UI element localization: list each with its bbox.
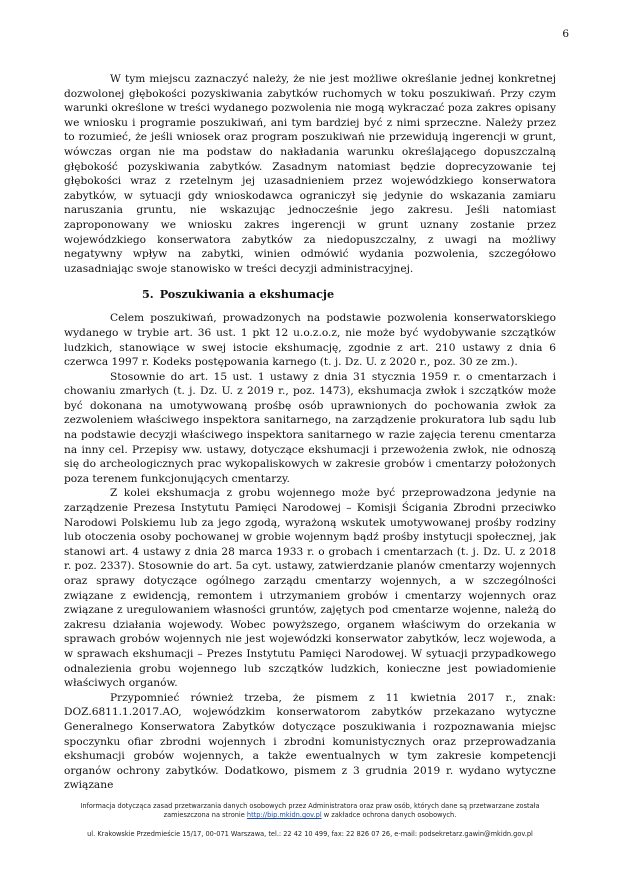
section-number: 5. [142, 287, 154, 302]
section-paragraph: Stosownie do art. 15 ust. 1 ustawy z dnia 31 stycznia 1959 r. o cmentarzach i chowaniu zmarłych (t. j. Dz. U. z 2019 r., poz. 1473), ekshumacja zwłok i szczątków może być dokonana na umotywowaną prośbę osób uprawnionych do pochowania zwłok za zezwoleniem właściwego inspektora sanitarnego, na zarządzenie prokuratora lub sądu lub na podstawie decyzji właściwego inspektora sanitarnego w razie zajęcia terenu cmentarza na inny cel. Przepisy ww. ustawy, dotyczące ekshumacji i przewożenia zwłok, nie odnoszą się do archeologicznych prac wykopaliskowych w zakresie grobów i cmentarzy położonych poza terenem funkcjonujących cmentarzy. [64, 370, 556, 485]
bip-link[interactable]: http://bip.mkidn.gov.pl [246, 811, 322, 819]
section-paragraph: Z kolei ekshumacja z grobu wojennego może być przeprowadzona jedynie na zarządzenie Prezesa Instytutu Pamięci Narodowej – Komisji Ścigania Zbrodni przeciwko Narodowi Polskiemu lub za jego zgodą, wyrażoną wskutek umotywowanej prośby rodziny lub otoczenia osoby pochowanej w grobie wojennym bądź prośby instytucji społecznej, jak stanowi art. 4 ustawy z dnia 28 marca 1933 r. o grobach i cmentarzach (t. j. Dz. U. z 2018 r. poz. 2337). Stosownie do art. 5a cyt. ustawy, zatwierdzanie planów cmentarzy wojennych oraz sprawy dotyczące ogólnego zarządu cmentarzy wojennych, a w szczególności związane z ewidencją, remontem i utrzymaniem grobów i cmentarzy wojennych oraz związane z uregulowaniem własności gruntów, zajętych pod cmentarze wojenne, należą do zakresu działania wojewody. Wobec powyższego, organem właściwym do orzekania w sprawach grobów wojennych nie jest wojewódzki konserwator zabytków, lecz wojewoda, a w sprawach ekshumacji – Prezes Instytutu Pamięci Narodowej. W sytuacji przypadkowego odnalezienia grobu wojennego lub szczątków ludzkich, konieczne jest powiadomienie właściwych organów. [64, 487, 556, 690]
office-address: ul. Krakowskie Przedmieście 15/17, 00-071 Warszawa, tel.: 22 42 10 499, fax: 22 826 07 26, e-mail: podsekretarz.gawin@mkidn.gov.pl [87, 830, 533, 838]
privacy-notice-text: zamieszczona na stronie [163, 811, 247, 819]
intro-paragraph: W tym miejscu zaznaczyć należy, że nie jest możliwe określanie jednej konkretnej dozwolonej głębokości pozyskiwania zabytków ruchomych w toku poszukiwań. Przy czym warunki określone w treści wydanego pozwolenia nie mogą wykraczać poza zakres opisany we wniosku i programie poszukiwań, ani tym bardziej być z nimi sprzeczne. Należy przez to rozumieć, że jeśli wniosek oraz program poszukiwań nie przewidują ingerencji w grunt, wówczas organ nie ma podstaw do nakładania warunku określającego dopuszczalną głębokość pozyskiwania zabytków. Zasadnym natomiast będzie doprecyzowanie tej głębokości wraz z rzetelnym jej uzasadnieniem przez wojewódzkiego konserwatora zabytków, w sytuacji gdy wnioskodawca ograniczył się jedynie do wskazania zamiaru naruszania gruntu, nie wskazując jednocześnie jego zakresu. Jeśli natomiast zaproponowany we wniosku zakres ingerencji w grunt uznany zostanie przez wojewódzkiego konserwatora zabytków za niedopuszczalny, z uwagi na możliwy negatywny wpływ na zabytki, winien odmówić wydania pozwolenia, szczegółowo uzasadniając swoje stanowisko w treści decyzji administracyjnej. [64, 73, 556, 275]
page-number: 6 [562, 28, 569, 40]
section-paragraph: Celem poszukiwań, prowadzonych na podstawie pozwolenia konserwatorskiego wydanego w trybie art. 36 ust. 1 pkt 12 u.o.z.o.z, nie może być wydobywanie szczątków ludzkich, stanowiące w swej istocie ekshumację, zgodnie z art. 210 ustawy z dnia 6 czerwca 1997 r. Kodeks postępowania karnego (t. j. Dz. U. z 2020 r., poz. 30 ze zm.). [64, 312, 556, 369]
privacy-notice-line1: Informacja dotycząca zasad przetwarzania danych osobowych przez Administratora oraz praw osób, których dane są przetwarzane została [80, 802, 540, 810]
privacy-notice-text-end: w zakładce ochrona danych osobowych. [321, 811, 457, 819]
page-footer [40, 802, 580, 839]
section-paragraph: Przypomnieć również trzeba, że pismem z 11 kwietnia 2017 r., znak: DOZ.6811.1.2017.AO, wojewódzkim konserwatorom zabytków przekazano wytyczne Generalnego Konserwatora Zabytków dotyczące poszukiwania i rozpoznawania miejsc spoczynku ofiar zbrodni wojennych i zbrodni komunistycznych oraz przeprowadzania ekshumacji grobów wojennych, a także ewentualnych w tym zakresie kompetencji organów ochrony zabytków. Dodatkowo, pismem z 3 grudnia 2019 r. wydano wytyczne związane [64, 691, 556, 792]
section-heading [64, 287, 556, 301]
section-title: Poszukiwania a ekshumacje [159, 287, 335, 302]
privacy-notice [40, 802, 580, 820]
document-body [64, 72, 556, 793]
